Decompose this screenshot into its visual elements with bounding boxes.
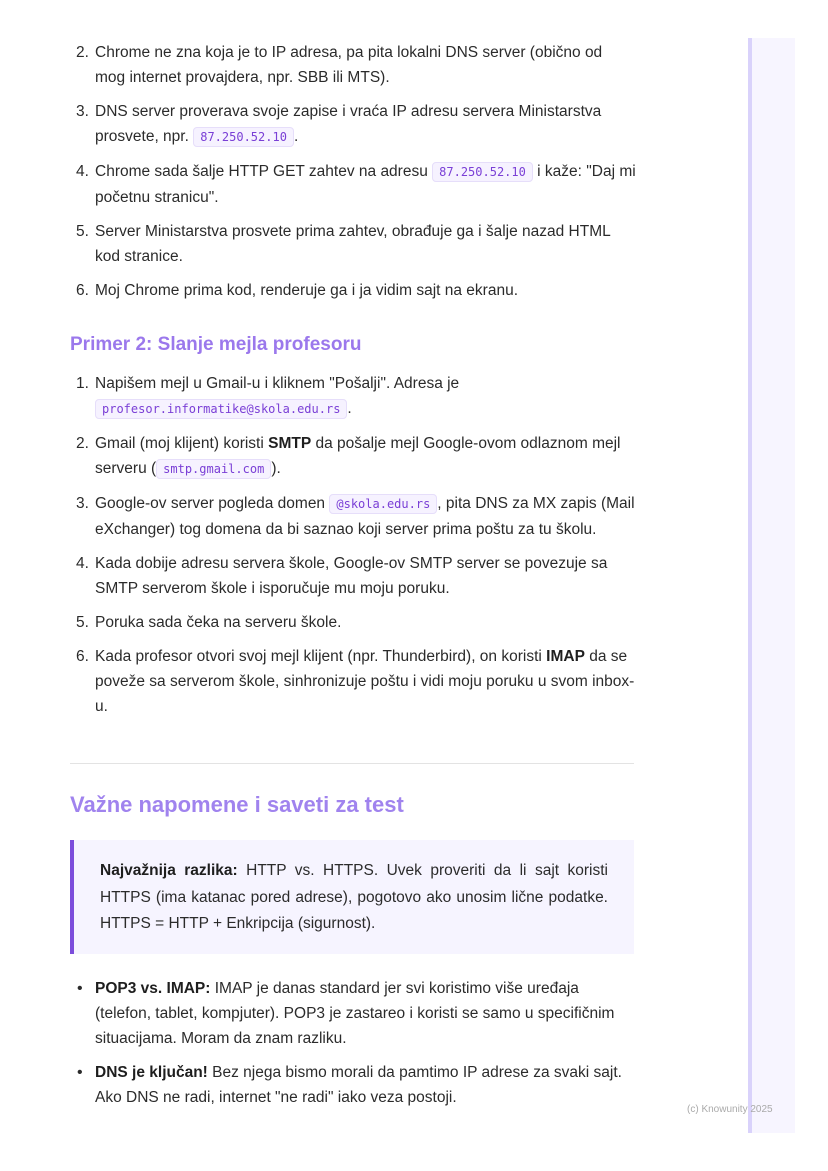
list-number: 2.	[76, 435, 89, 452]
list-item	[70, 159, 636, 210]
list-item	[70, 99, 636, 150]
list-text: Kada profesor otvori svoj mejl klijent (npr. Thunderbird), on koristi	[95, 648, 542, 665]
list-item	[70, 219, 636, 269]
list-text: Server Ministarstva prosvete prima zahtev, obrađuje ga i šalje nazad HTML kod stranice.	[95, 223, 611, 265]
list-item	[70, 40, 636, 90]
domain-code: @skola.edu.rs	[329, 494, 437, 514]
list-number: 2.	[76, 44, 89, 61]
document-content	[70, 38, 636, 719]
process-list-http	[70, 40, 636, 303]
callout-text: HTTP vs. HTTPS. Uvek proveriti da li sajt koristi HTTPS (ima katanac pored adrese), pogotovo ako unosim lične podatke. HTTPS = HTTP + Enkripcija (sigurnost).	[100, 862, 608, 932]
list-text: Google-ov server pogleda domen	[95, 495, 326, 512]
list-number: 4.	[76, 555, 89, 572]
bullet-bold-label: DNS je ključan!	[95, 1064, 208, 1081]
bullet-icon: •	[77, 980, 83, 997]
list-item	[70, 371, 636, 422]
list-item	[70, 278, 636, 303]
bullet-icon: •	[77, 1064, 83, 1081]
list-number: 6.	[76, 648, 89, 665]
list-number: 4.	[76, 163, 89, 180]
protocol-imap: IMAP	[546, 648, 585, 665]
list-number: 3.	[76, 103, 89, 120]
list-item	[70, 1060, 636, 1110]
email-address-code: profesor.informatike@skola.edu.rs	[95, 399, 347, 419]
list-text: Chrome sada šalje HTTP GET zahtev na adresu	[95, 163, 428, 180]
list-text: Bez njega bismo morali da pamtimo IP adrese za svaki sajt. Ako DNS ne radi, internet "ne radi" iako veza postoji.	[95, 1064, 622, 1106]
list-number: 3.	[76, 495, 89, 512]
list-text: Gmail (moj klijent) koristi	[95, 435, 264, 452]
list-item	[70, 976, 636, 1051]
list-text: Chrome ne zna koja je to IP adresa, pa pita lokalni DNS server (obično od mog internet provajdera, npr. SBB ili MTS).	[95, 44, 603, 86]
list-text: Napišem mejl u Gmail-u i kliknem "Pošalji". Adresa je	[95, 375, 460, 392]
list-text: da pošalje mejl Google-ovom odlaznom mejl serveru (	[95, 435, 621, 477]
list-item	[70, 551, 636, 601]
list-text: Kada dobije adresu servera škole, Google-ov SMTP server se povezuje sa SMTP serverom škole i isporučuje mu moju poruku.	[95, 555, 608, 597]
list-text: i kaže: "Daj mi početnu stranicu".	[95, 163, 636, 206]
list-number: 6.	[76, 282, 89, 299]
punctuation: .	[347, 400, 352, 417]
list-item	[70, 644, 636, 719]
list-item	[70, 610, 636, 635]
page-sidebar	[748, 38, 795, 1133]
section-heading-notes: Važne napomene i saveti za test	[70, 792, 404, 817]
list-text: Moj Chrome prima kod, renderuje ga i ja vidim sajt na ekranu.	[95, 282, 518, 299]
footer-copyright: (c) Knowunity 2025	[687, 1104, 773, 1115]
ip-address-code: 87.250.52.10	[432, 162, 533, 182]
tips-list	[70, 976, 636, 1110]
list-text: Poruka sada čeka na serveru škole.	[95, 614, 342, 631]
section-heading-example-2: Primer 2: Slanje mejla profesoru	[70, 334, 362, 355]
list-text: IMAP je danas standard jer svi koristimo više uređaja (telefon, tablet, kompjuter). POP3 je zastareo i koristi se samo u specifičnim situacijama. Moram da znam razliku.	[95, 980, 615, 1047]
ip-address-code: 87.250.52.10	[193, 127, 294, 147]
list-number: 5.	[76, 223, 89, 240]
punctuation: ).	[271, 460, 281, 477]
list-number: 5.	[76, 614, 89, 631]
list-text: da se poveže sa serverom škole, sinhronizuje poštu i vidi moju poruku u svom inbox-u.	[95, 648, 635, 715]
list-number: 1.	[76, 375, 89, 392]
list-text: , pita DNS za MX zapis (Mail eXchanger) tog domena da bi saznao koji server prima poštu za tu školu.	[95, 495, 635, 538]
list-item	[70, 491, 636, 542]
bullet-bold-label: POP3 vs. IMAP:	[95, 980, 211, 997]
list-text: DNS server proverava svoje zapise i vraća IP adresu servera Ministarstva prosvete, npr.	[95, 103, 602, 145]
section-divider	[70, 763, 634, 764]
punctuation: .	[293, 128, 299, 145]
callout-bold-label: Najvažnija razlika:	[100, 862, 238, 879]
process-list-email	[70, 371, 636, 719]
callout-box	[70, 840, 634, 954]
list-item	[70, 431, 636, 482]
server-address-code: smtp.gmail.com	[156, 459, 271, 479]
protocol-smtp: SMTP	[268, 435, 312, 452]
